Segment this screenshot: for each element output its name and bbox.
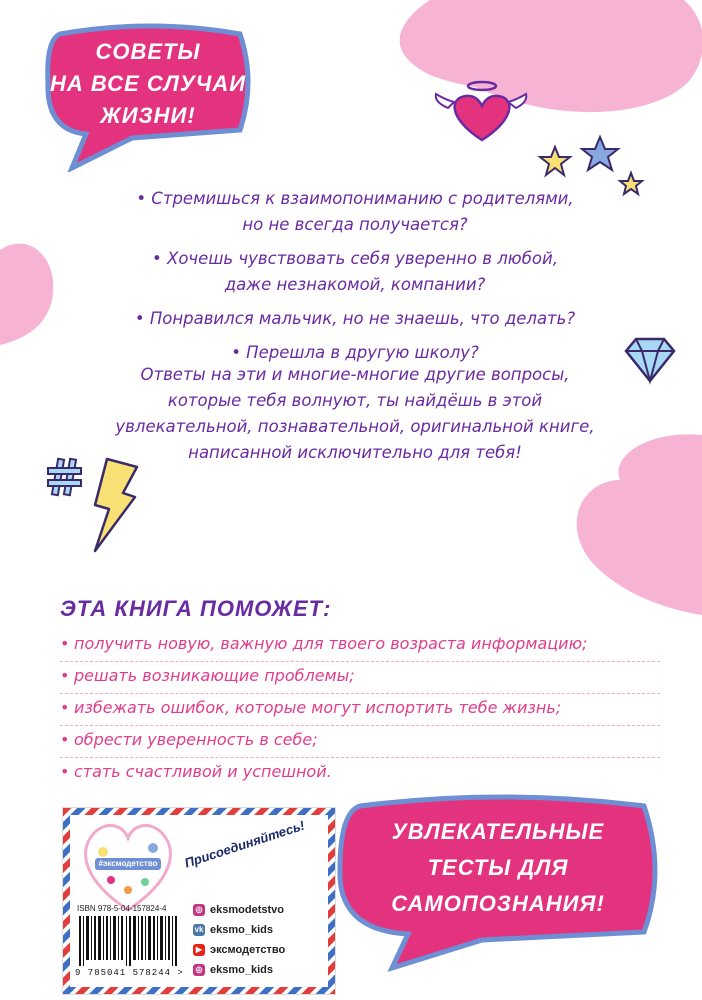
question-line: даже незнакомой, компании? [224, 275, 486, 294]
join-label: Присоединяйтесь! [182, 817, 307, 871]
social-label: eksmo_kids [210, 964, 273, 976]
answer-line: которые тебя волнуют, ты найдёшь в этой [167, 391, 543, 410]
lightning-icon [85, 455, 145, 555]
answer-line: Ответы на эти и многие-многие другие вопросы, [140, 365, 570, 384]
question-line: • Перешла в другую школу? [231, 343, 479, 362]
instagram-icon: ◎ [193, 904, 205, 916]
bottom-bubble-line-3: САМОПОЗНАНИЯ! [391, 891, 605, 916]
helps-item: • получить новую, важную для твоего возраста информацию; [60, 630, 660, 662]
top-bubble-text [48, 36, 248, 132]
helps-item: • решать возникающие проблемы; [60, 662, 660, 694]
answer-paragraph [95, 362, 615, 466]
helps-item: • стать счастливой и успешной. [60, 758, 660, 789]
top-bubble-line-3: ЖИЗНИ! [100, 103, 196, 128]
bottom-bubble-text [348, 814, 648, 922]
helps-title: ЭТА КНИГА ПОМОЖЕТ: [60, 596, 332, 621]
youtube-icon: ▶ [193, 944, 205, 956]
top-bubble-line-2: НА ВСЕ СЛУЧАИ [49, 71, 247, 96]
question-line: • Понравился мальчик, но не знаешь, что делать? [134, 309, 576, 328]
barcode-number: 9 785041 578244 > [75, 968, 184, 978]
instagram-icon: ◎ [193, 964, 205, 976]
answer-line: увлекательной, познавательной, оригинальной книге, [115, 417, 595, 436]
bottom-bubble-line-2: ТЕСТЫ ДЛЯ [427, 855, 569, 880]
question-line: но не всегда получается? [242, 215, 468, 234]
barcode-icon [77, 916, 187, 970]
helps-item: • обрести уверенность в себе; [60, 726, 660, 758]
heart-hashtag-label: #эксмодетство [98, 859, 158, 868]
helps-item: • избежать ошибок, которые могут испортить тебе жизнь; [60, 694, 660, 726]
social-youtube-eksmodetstvo[interactable] [193, 944, 285, 956]
social-instagram-eksmo-kids[interactable] [193, 964, 273, 976]
winged-heart-icon [430, 78, 530, 148]
publisher-envelope [63, 808, 335, 994]
social-label: эксмодетство [210, 944, 286, 956]
top-bubble-line-1: СОВЕТЫ [95, 39, 201, 64]
heart-left-shape [0, 244, 53, 345]
star-icon [620, 173, 642, 194]
social-label: eksmodetstvo [210, 904, 284, 916]
answer-line: написанной исключительно для тебя! [188, 443, 522, 462]
social-instagram-eksmodetstvo[interactable] [193, 904, 284, 916]
question-line: • Стремишься к взаимопониманию с родителями, [136, 189, 574, 208]
bottom-bubble-line-1: УВЛЕКАТЕЛЬНЫЕ [391, 819, 605, 844]
social-vk-eksmo-kids[interactable] [193, 924, 273, 936]
star-icon [582, 137, 618, 170]
questions-block [95, 186, 615, 374]
hashtag-icon [45, 455, 85, 500]
vk-icon: vk [194, 925, 204, 934]
helps-list [60, 630, 660, 789]
social-label: eksmo_kids [210, 924, 273, 936]
diamond-icon [620, 335, 680, 385]
isbn-label: ISBN 978-5-04-157824-4 [77, 904, 167, 913]
star-icon [540, 147, 570, 175]
question-line: • Хочешь чувствовать себя уверенно в любой, [152, 249, 558, 268]
